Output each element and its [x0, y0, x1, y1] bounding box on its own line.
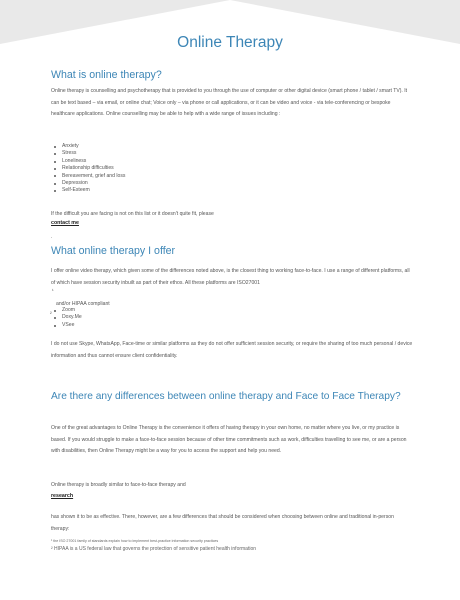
similar-text: Online therapy is broadly similar to face-to-face therapy and: [51, 482, 186, 488]
list-item: Zoom: [51, 307, 82, 314]
list-item: Bereavement, grief and loss: [51, 173, 125, 180]
issues-list: [51, 143, 125, 195]
offer-paragraph: I offer online video therapy, which given some of the differences noted above, is the closest thing to working face-to-face. I use a range of different platforms, all of which have session security inbuilt as part of their ethos. All these platforms are ISO27001: [51, 268, 410, 286]
list-item: Loneliness: [51, 158, 125, 165]
list-item: Relationship difficulties: [51, 165, 125, 172]
section-heading-what-i-offer: What online therapy I offer: [51, 245, 176, 257]
not-listed-text: If the difficult you are facing is not on this list or it doesn't quite fit, please: [51, 211, 214, 217]
list-item: Depression: [51, 180, 125, 187]
effective-paragraph: has shown it to be as effective. There, however, are a few differences that should be considered when choosing between online and traditional in-person therapy:: [51, 514, 394, 532]
platforms-list: [51, 307, 82, 329]
platforms-note-paragraph: I do not use Skype, WhatsApp, Face-time or similar platforms as they do not offer sufficient session security, or require the sharing of too much personal / device information and thus cannot ensure client confidentiality.: [51, 341, 413, 359]
footnote-marker: ¹: [52, 288, 54, 294]
footnote-hipaa: ² HIPAA is a US federal law that governs the protection of sensitive patient health information: [51, 546, 257, 552]
research-link[interactable]: research: [51, 493, 74, 499]
footnote-marker: ²: [50, 311, 52, 317]
intro-paragraph: Online therapy is counselling and psychotherapy that is provided to you through the use of computer or other digital device (smart phone / tablet / smart TV). It can be text based – via email, or online chat; Voice only – via phone or call applications, or it can be video and voice - via tele-conferencing or bespoke healthcare applications. Online counselling may be able to help with a wide range of issues including :: [51, 88, 408, 117]
hipaa-line: and/or HIPAA compliant: [56, 301, 110, 307]
contact-me-link[interactable]: contact me: [51, 220, 79, 226]
section-heading-what-is: What is online therapy?: [51, 69, 162, 81]
list-item: VSee: [51, 322, 82, 329]
advantages-paragraph: One of the great advantages to Online Therapy is the convenience it offers of having therapy in your own home, no matter where you live, or my practice is based. If you would struggle to make a face-to-face session because of other time commitments such as work, difficulties travelling to see me, or are a person with disabilities, then Online Therapy might be a way for you to access the support and help you need.: [51, 425, 407, 454]
list-item: Self-Esteem: [51, 187, 125, 194]
period-text: .: [51, 234, 53, 240]
page-title: Online Therapy: [177, 34, 283, 51]
footnote-iso: ¹ the ISO 27001 family of standards explain how to implement best-practice information security practices: [51, 539, 219, 543]
list-item: Stress: [51, 150, 125, 157]
list-item: Doxy.Me: [51, 314, 82, 321]
list-item: Anxiety: [51, 143, 125, 150]
section-heading-differences: Are there any differences between online therapy and Face to Face Therapy?: [51, 391, 401, 402]
